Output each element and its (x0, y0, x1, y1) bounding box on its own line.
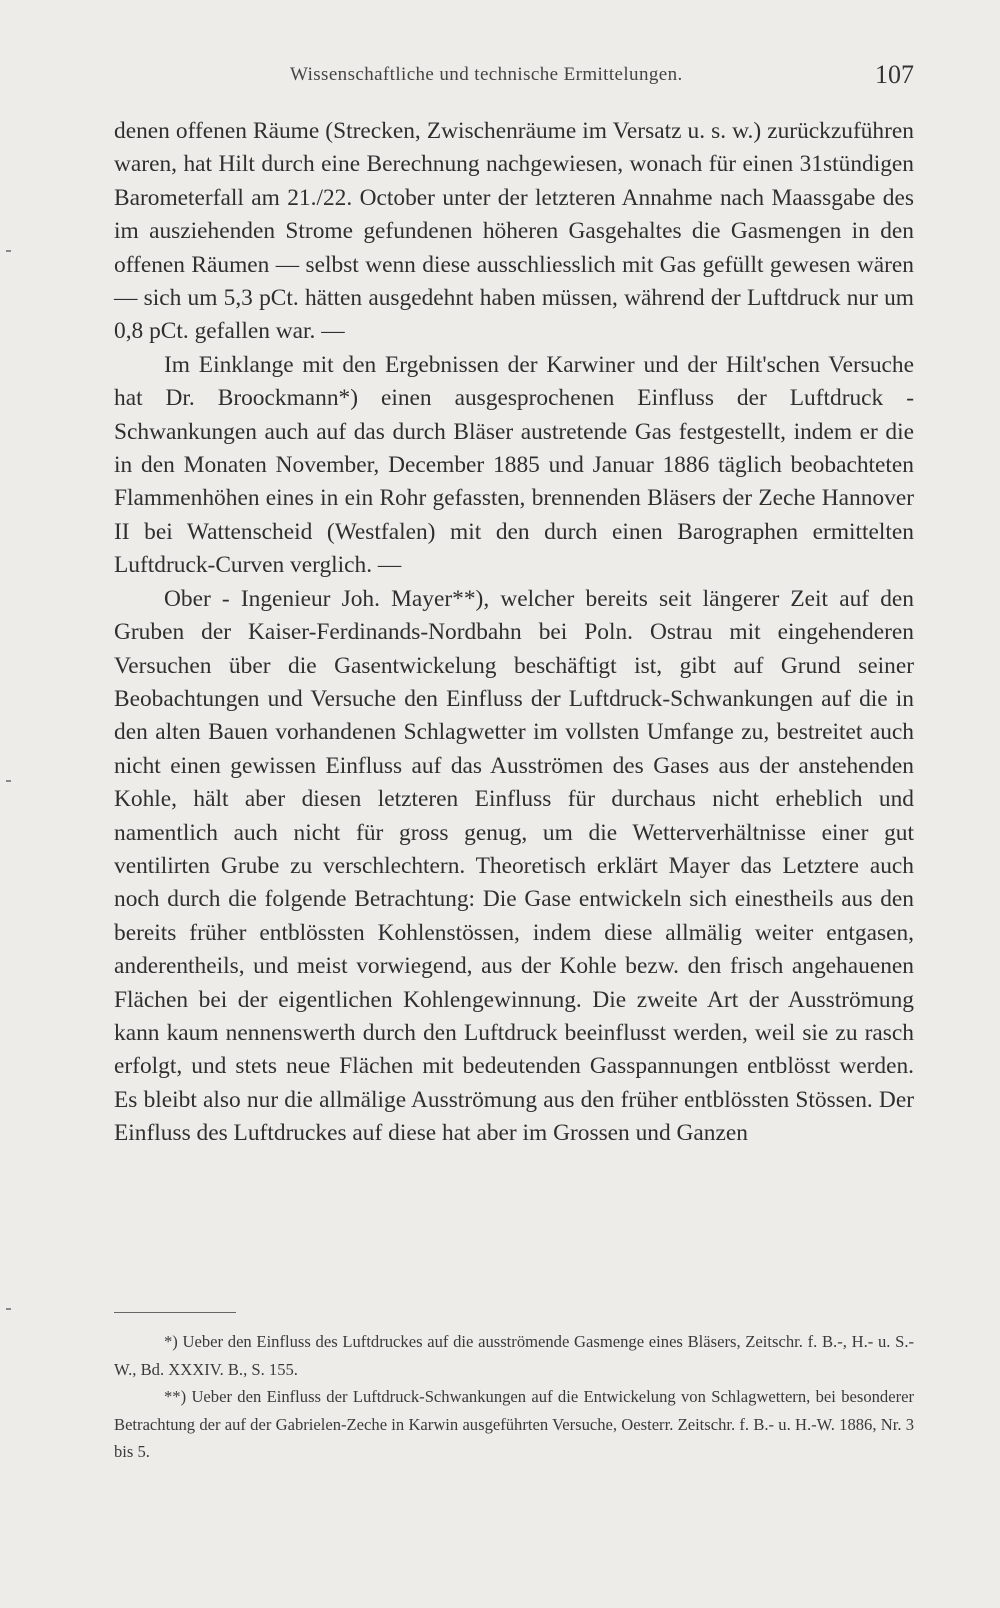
paragraph-mayer: Ober - Ingenieur Joh. Mayer**), welcher bereits seit längerer Zeit auf den Gruben der Kaiser-Ferdinands-Nordbahn bei Poln. Ostrau mit eingehenderen Versuchen über die Gasentwickelung beschäftigt ist, gibt auf Grund seiner Beobachtungen und Versuche den Einfluss der Luftdruck-Schwankungen auf die in den alten Bauen vorhandenen Schlagwetter im vollsten Umfange zu, bestreitet auch nicht einen gewissen Einfluss auf das Ausströmen des Gases aus der anstehenden Kohle, hält aber diesen letzteren Einfluss für durchaus nicht erheblich und namentlich auch nicht für gross genug, um die Wetterverhältnisse einer gut ventilirten Grube zu verschlechtern. Theoretisch erklärt Mayer das Letztere auch noch durch die folgende Betrachtung: Die Gase entwickeln sich einestheils aus den bereits früher entblössten Kohlenstössen, indem diese allmälig weiter entgasen, anderentheils, und meist vorwiegend, aus der Kohle bezw. den frisch angehauenen Flächen bei der eigentlichen Kohlengewinnung. Die zweite Art der Ausströmung kann kaum nennenswerth durch den Luftdruck beeinflusst werden, weil sie zu rasch erfolgt, und stets neue Flächen mit bedeutenden Gasspannungen entblösst werden. Es bleibt also nur die allmälige Ausströmung aus den früher entblössten Stössen. Der Einfluss des Luftdruckes auf diese hat aber im Grossen und Ganzen (114, 585, 914, 1147)
page-header (114, 60, 914, 100)
paragraph-continuation: denen offenen Räume (Strecken, Zwischenräume im Versatz u. s. w.) zurückzuführen waren, hat Hilt durch eine Berechnung nachgewiesen, wonach für einen 31stündigen Barometerfall am 21./22. October unter der letzteren Annahme nach Maassgabe des im ausziehenden Strome gefundenen höheren Gasgehaltes die Gasmengen in den offenen Räumen — selbst wenn diese ausschliesslich mit Gas gefüllt gewesen wären — sich um 5,3 pCt. hätten ausgedehnt haben müssen, während der Luftdruck nur um 0,8 pCt. gefallen war. — (114, 118, 914, 345)
footnote-1: *) Ueber den Einfluss des Luftdruckes auf die ausströmende Gasmenge eines Bläsers, Zeitschr. f. B.-, H.- u. S.-W., Bd. XXXIV. B., S. 155. (114, 1332, 914, 1379)
footnote-2: **) Ueber den Einfluss der Luftdruck-Schwankungen auf die Entwickelung von Schlagwettern, bei besonderer Betrachtung der auf der Gabrielen-Zeche in Karwin ausgeführten Versuche, Oesterr. Zeitschr. f. B.- u. H.-W. 1886, Nr. 3 bis 5. (114, 1387, 914, 1462)
running-title: Wissenschaftliche und technische Ermittelungen. (290, 64, 683, 85)
body-text (114, 115, 914, 1151)
page-number: 107 (875, 60, 914, 89)
margin-mark (6, 1308, 11, 1310)
footnote-divider (114, 1312, 236, 1313)
paragraph-broockmann: Im Einklange mit den Ergebnissen der Karwiner und der Hilt'schen Versuche hat Dr. Broockmann*) einen ausgesprochenen Einfluss der Luftdruck - Schwankungen auch auf das durch Bläser austretende Gas festgestellt, indem er die in den Monaten November, December 1885 und Januar 1886 täglich beobachteten Flammenhöhen eines in ein Rohr gefassten, brennenden Bläsers der Zeche Hannover II bei Wattenscheid (Westfalen) mit den durch einen Barographen ermittelten Luftdruck-Curven verglich. — (114, 351, 914, 579)
margin-mark (6, 250, 11, 252)
margin-mark (6, 780, 11, 782)
footnotes (114, 1328, 914, 1466)
